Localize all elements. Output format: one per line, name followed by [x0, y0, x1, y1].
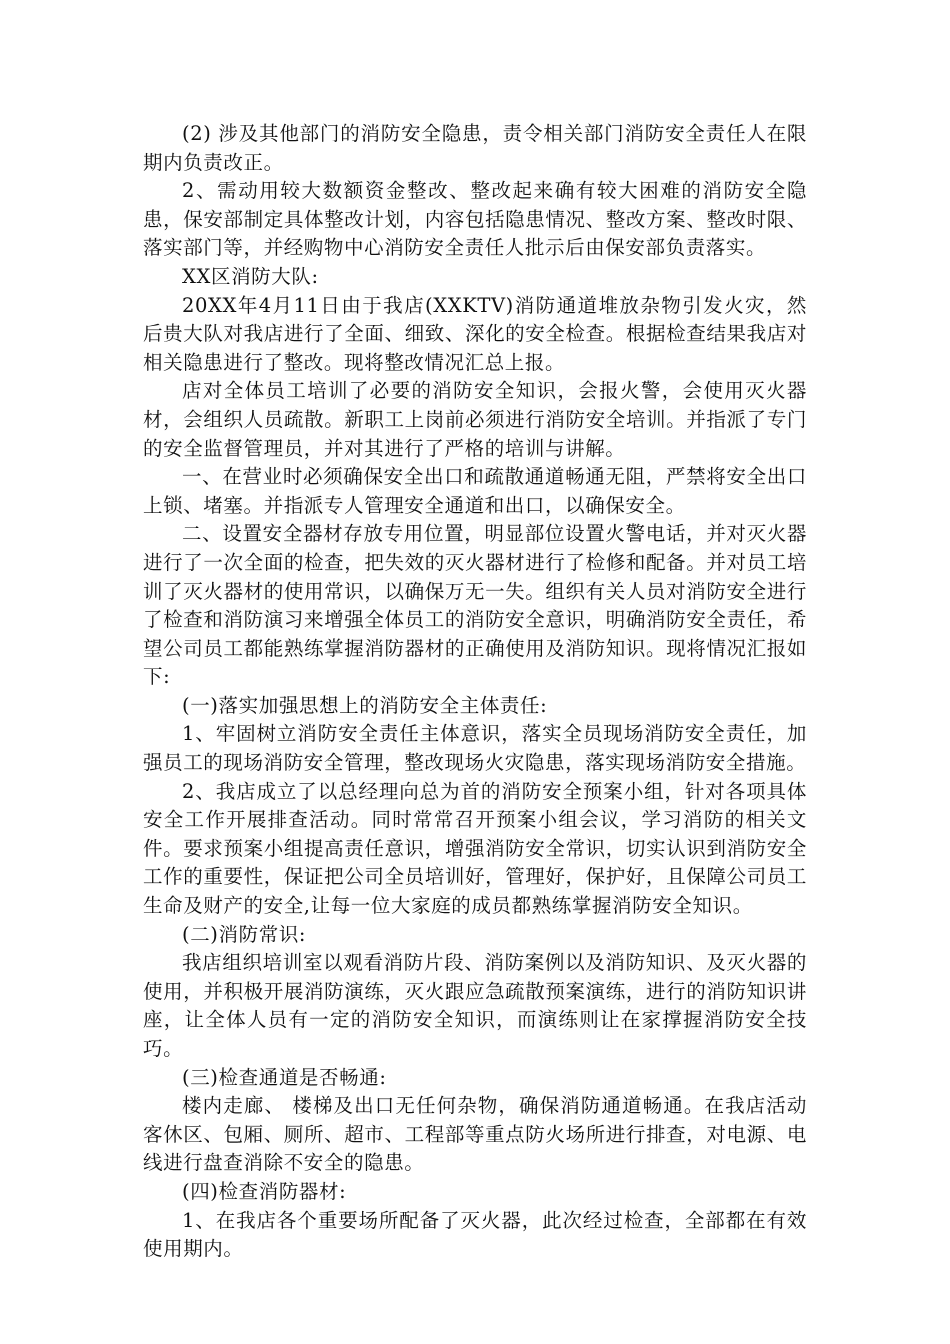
paragraph-responsibility-2: 2、我店成立了以总经理向总为首的消防安全预案小组，针对各项具体安全工作开展排查活动。同时常常召开预案小组会议，学习消防的相关文件。要求预案小组提高责任意识，增强消防安全常识，切实认识到消防安全工作的重要性，保证把公司全员培训好，管理好，保护好，且保障公司员工生命及财产的安全,让每一位大家庭的成员都熟练掌握消防安全知识。: [143, 779, 807, 918]
paragraph-large-fund-rectification: 2、需动用较大数额资金整改、整改起来确有较大困难的消防安全隐患，保安部制定具体整改计划，内容包括隐患情况、整改方案、整改时限、落实部门等，并经购物中心消防安全责任人批示后由保安部负责落实。: [143, 179, 807, 260]
paragraph-equipment-check-1: 1、在我店各个重要场所配备了灭火器，此次经过检查，全部都在有效使用期内。: [143, 1208, 807, 1261]
paragraph-passage-check: 楼内走廊、 楼梯及出口无任何杂物，确保消防通道畅通。在我店活动客休区、包厢、厕所、超市、工程部等重点防火场所进行排查，对电源、电线进行盘查消除不安全的隐患。: [143, 1094, 807, 1175]
heading-fire-knowledge: (二)消防常识:: [182, 922, 307, 946]
heading-passage-check: (三)检查通道是否畅通:: [182, 1065, 387, 1089]
paragraph-rectify-other-departments: (2) 涉及其他部门的消防安全隐患，责令相关部门消防安全责任人在限期内负责改正。: [143, 122, 807, 174]
document-body: [143, 120, 807, 1264]
paragraph-fire-knowledge: 我店组织培训室以观看消防片段、消防案例以及消防知识、及灭火器的使用，并积极开展消防演练，灭火跟应急疏散预案演练，进行的消防知识讲座，让全体人员有一定的消防安全知识，而演练则让在家撑握消防安全技巧。: [143, 951, 807, 1060]
heading-responsibility: (一)落实加强思想上的消防安全主体责任:: [182, 693, 548, 717]
paragraph-salutation: XX区消防大队:: [182, 264, 319, 288]
heading-equipment-check: (四)检查消防器材:: [182, 1179, 347, 1203]
paragraph-staff-training: 店对全体员工培训了必要的消防安全知识，会报火警，会使用灭火器材，会组织人员疏散。新职工上岗前必须进行消防安全培训。并指派了专门的安全监督管理员，并对其进行了严格的培训与讲解。: [143, 379, 807, 460]
paragraph-responsibility-1: 1、牢固树立消防安全责任主体意识，落实全员现场消防安全责任，加强员工的现场消防安全管理，整改现场火灾隐患，落实现场消防安全措施。: [143, 722, 807, 775]
paragraph-fire-incident: 20XX年4月11日由于我店(XXKTV)消防通道堆放杂物引发火灾，然后贵大队对我店进行了全面、细致、深化的安全检查。根据检查结果我店对相关隐患进行了整改。现将整改情况汇总上报。: [143, 293, 807, 374]
paragraph-section-one: 一、在营业时必须确保安全出口和疏散通道畅通无阻，严禁将安全出口上锁、堵塞。并指派专人管理安全通道和出口，以确保安全。: [143, 465, 807, 517]
paragraph-section-two: 二、设置安全器材存放专用位置，明显部位设置火警电话，并对灭火器进行了一次全面的检查，把失效的灭火器材进行了检修和配备。并对员工培训了灭火器材的使用常识，以确保万无一失。组织有关人员对消防安全进行了检查和消防演习来增强全体员工的消防安全意识，明确消防安全责任，希望公司员工都能熟练掌握消防器材的正确使用及消防知识。现将情况汇报如下:: [143, 522, 807, 689]
